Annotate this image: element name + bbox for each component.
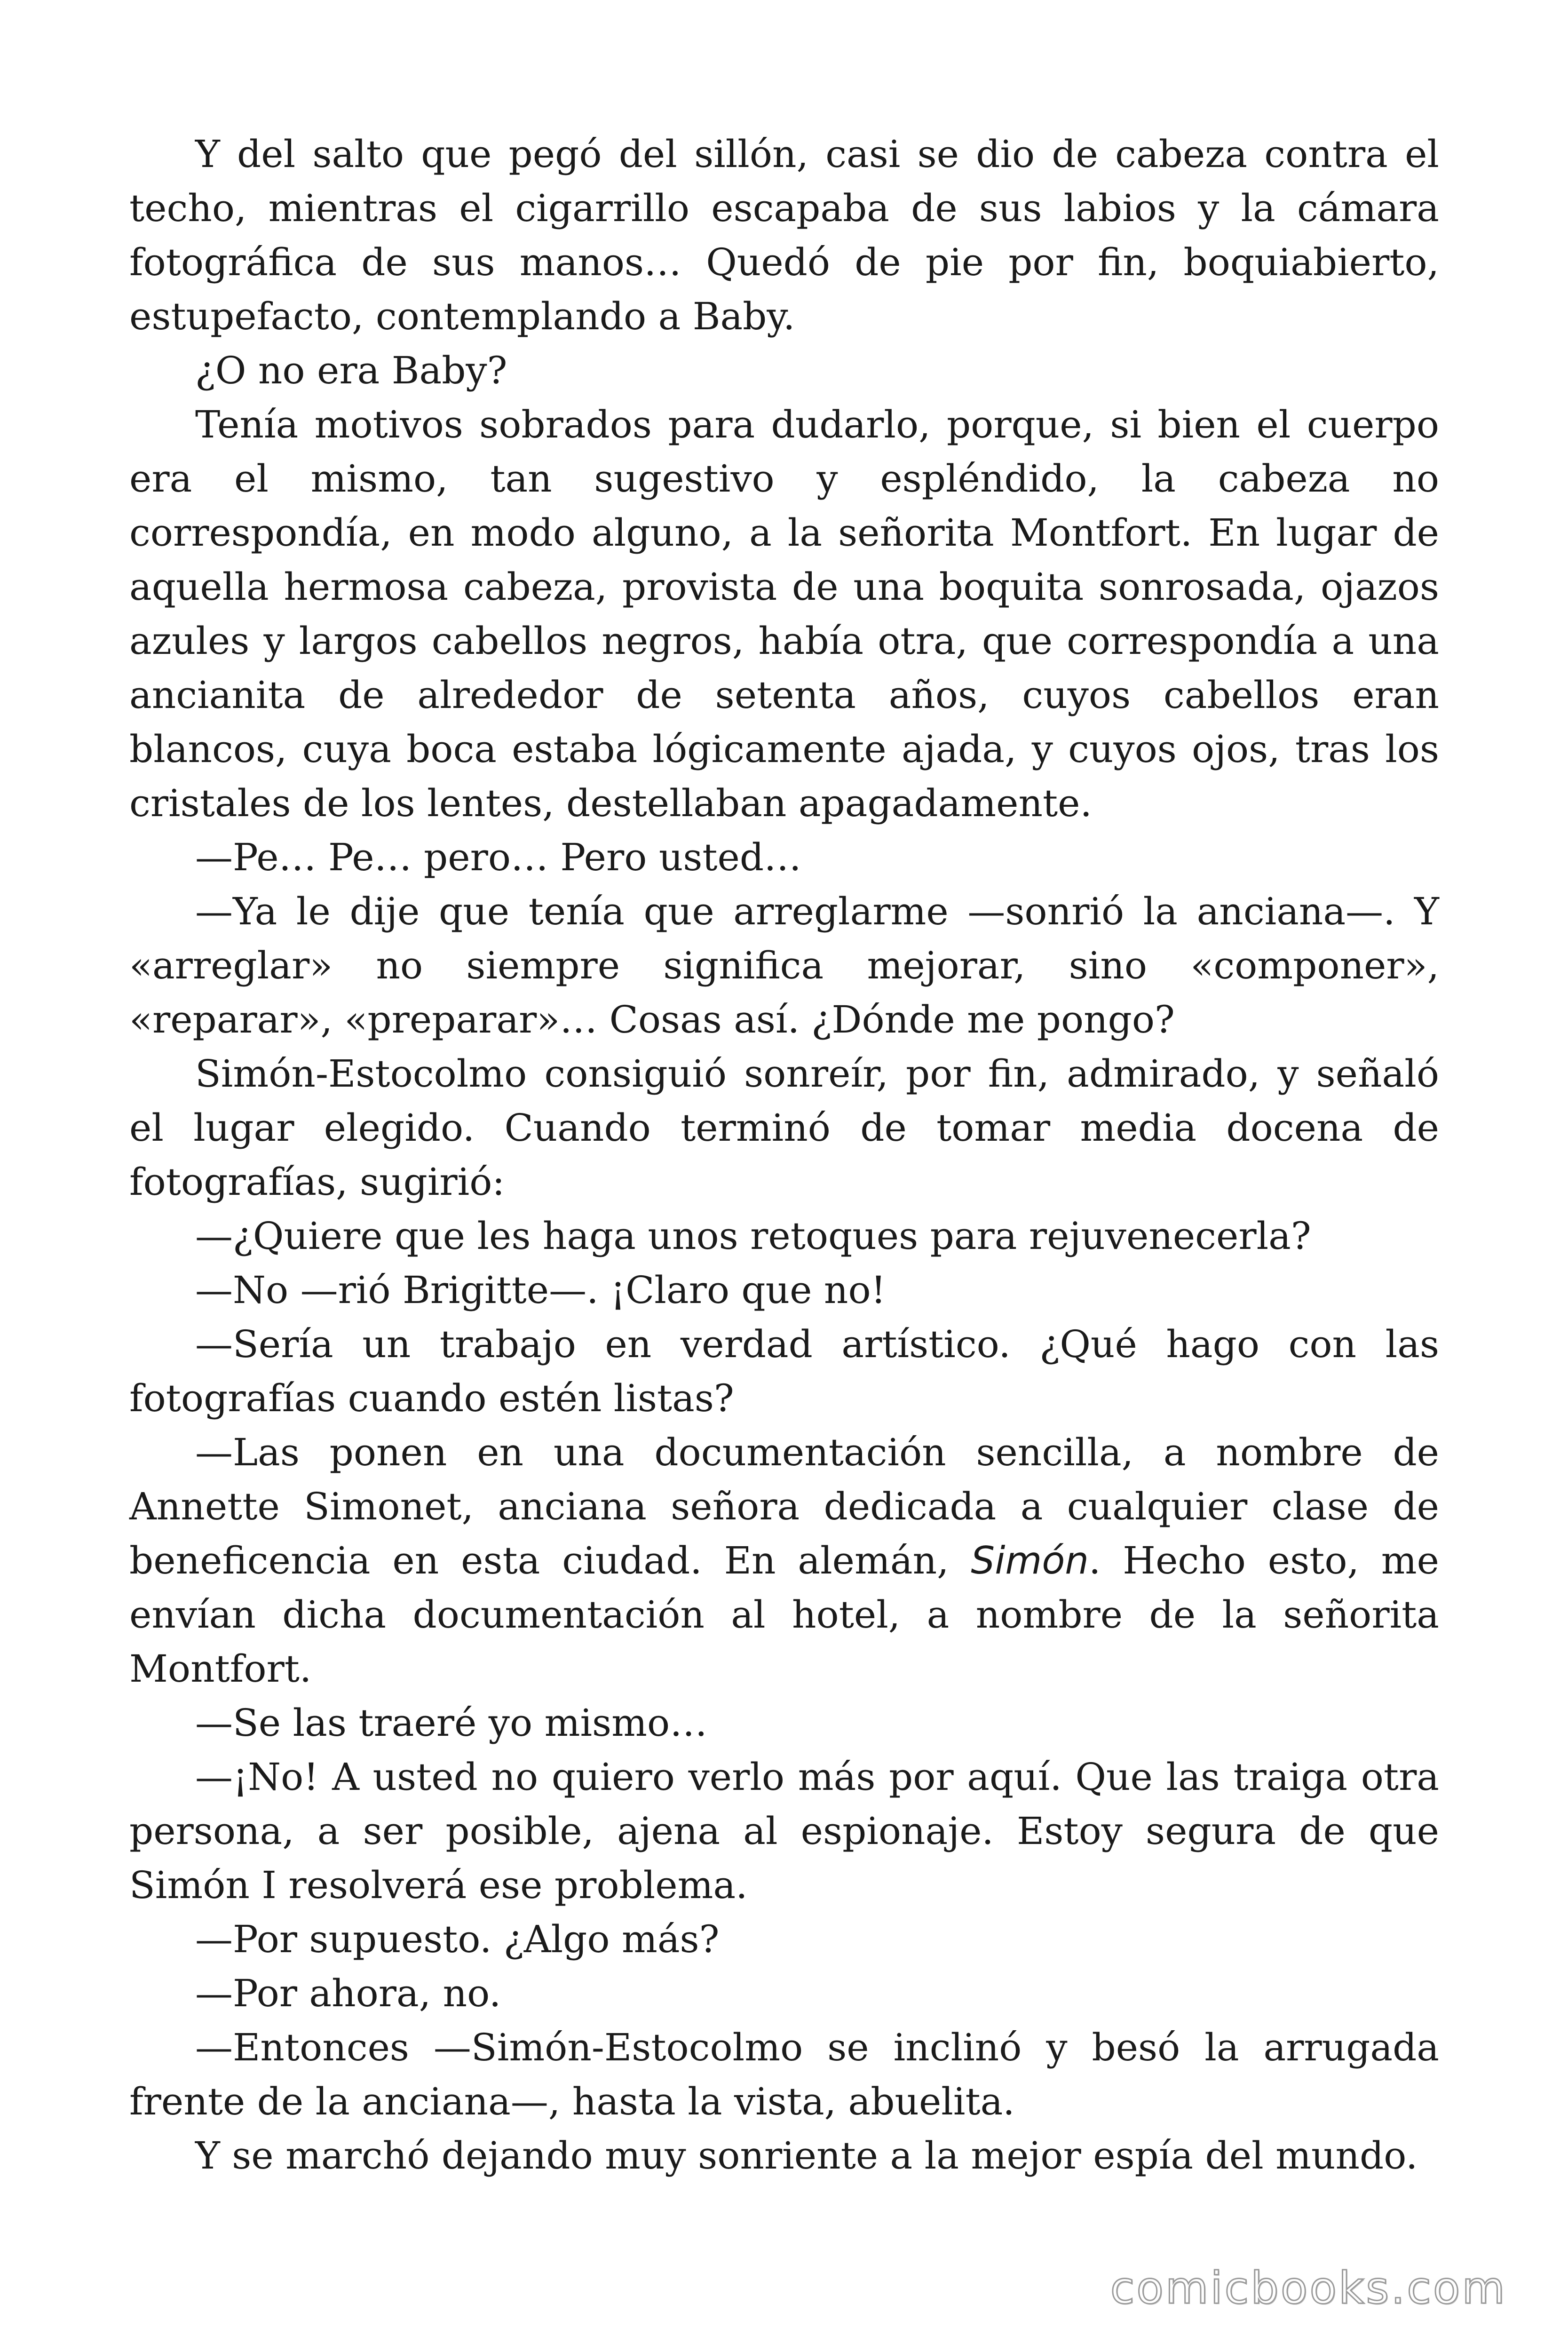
paragraph: —¡No! A usted no quiero verlo más por aquí. Que las traiga otra persona, a ser posible, ajena al espionaje. Estoy segura de que Simón I resolverá ese problema.	[129, 1755, 1439, 1907]
paragraph-text: . Hecho esto, me envían dicha documentación al hotel, a nombre de la señorita Montfort.	[129, 1539, 1439, 1691]
paragraph: Simón-Estocolmo consiguió sonreír, por fin, admirado, y señaló el lugar elegido. Cuando terminó de tomar media docena de fotografías, sugirió:	[129, 1052, 1439, 1204]
paragraph: —Se las traeré yo mismo…	[195, 1701, 708, 1745]
italic-word: Simón	[971, 1539, 1089, 1582]
watermark: comicbooks.com	[1110, 2263, 1507, 2314]
paragraph-annette	[129, 1425, 1439, 1696]
paragraph: —Sería un trabajo en verdad artístico. ¿Qué hago con las fotografías cuando estén listas?	[129, 1322, 1439, 1420]
paragraph: Tenía motivos sobrados para dudarlo, porque, si bien el cuerpo era el mismo, tan sugestivo y espléndido, la cabeza no correspondía, en modo alguno, a la señorita Montfort. En lugar de aquella hermosa cabeza, provista de una boquita sonrosada, ojazos azules y largos cabellos negros, había otra, que correspondía a una ancianita de alrededor de setenta años, cuyos cabellos eran blancos, cuya boca estaba lógicamente ajada, y cuyos ojos, tras los cristales de los lentes, destellaban apagadamente.	[129, 403, 1439, 825]
paragraph: —No —rió Brigitte—. ¡Claro que no!	[195, 1268, 886, 1312]
paragraph-text: —Las ponen en una documentación sencilla, a nombre de Annette Simonet, anciana señora dedicada a cualquier clase de beneficencia en esta ciudad. En alemán,	[129, 1430, 1439, 1582]
paragraph: ¿O no era Baby?	[195, 349, 507, 392]
body-text	[129, 127, 1439, 2183]
paragraph: —Por supuesto. ¿Algo más?	[195, 1917, 720, 1961]
paragraph: —Entonces —Simón-Estocolmo se inclinó y besó la arrugada frente de la anciana—, hasta la vista, abuelita.	[129, 2026, 1439, 2123]
paragraph: —Pe… Pe… pero… Pero usted…	[195, 835, 802, 879]
paragraph: —Ya le dije que tenía que arreglarme —sonrió la anciana—. Y «arreglar» no siempre significa mejorar, sino «componer», «reparar», «preparar»… Cosas así. ¿Dónde me pongo?	[129, 890, 1439, 1041]
paragraph: Y del salto que pegó del sillón, casi se dio de cabeza contra el techo, mientras el cigarrillo escapaba de sus labios y la cámara fotográfica de sus manos… Quedó de pie por fin, boquiabierto, estupefacto, contemplando a Baby.	[129, 132, 1439, 338]
paragraph: —¿Quiere que les haga unos retoques para rejuvenecerla?	[195, 1214, 1311, 1258]
paragraph: Y se marchó dejando muy sonriente a la mejor espía del mundo.	[195, 2134, 1418, 2177]
paragraph: —Por ahora, no.	[195, 1971, 501, 2015]
